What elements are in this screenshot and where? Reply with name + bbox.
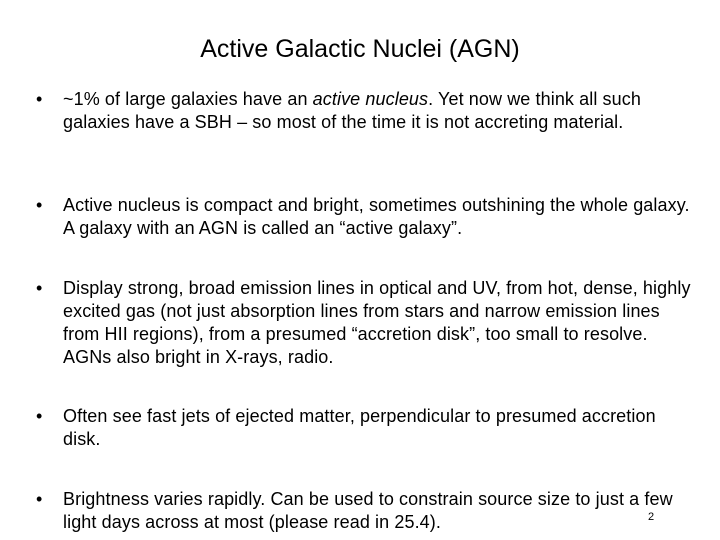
bullet-text-1-end: . Yet now we think all such galaxies have a SBH – so most of the time it is not accreting material. (63, 89, 641, 132)
bullet-item-3 (36, 277, 696, 369)
bullet-item-4 (36, 405, 696, 451)
bullet-text-4: Often see fast jets of ejected matter, perpendicular to presumed accretion disk. (63, 406, 656, 449)
bullet-text-1-emphasis: active nucleus (312, 89, 429, 109)
bullet-item-2 (36, 194, 696, 240)
bullet-text-3: Display strong, broad emission lines in optical and UV, from hot, dense, highly excited gas (not just absorption lines from stars and narrow emission lines from HII regions), from a presumed “accretion disk”, too small to resolve. AGNs also bright in X-rays, radio. (63, 278, 691, 367)
bullet-list (36, 88, 696, 532)
bullet-marker: • (36, 278, 43, 298)
page-number: 2 (648, 511, 655, 523)
bullet-text-2: Active nucleus is compact and bright, sometimes outshining the whole galaxy. A galaxy with an AGN is called an “active galaxy”. (63, 195, 690, 238)
bullet-text-1-start: ~1% of large galaxies have an (63, 89, 313, 109)
slide-title: Active Galactic Nuclei (AGN) (200, 35, 520, 63)
bullet-marker: • (36, 195, 43, 215)
bullet-item-5 (36, 488, 696, 534)
bullet-marker: • (36, 406, 43, 426)
bullet-item-1 (36, 88, 696, 134)
bullet-text-5: Brightness varies rapidly. Can be used to constrain source size to just a few light days across at most (please read in 25.4). (63, 489, 673, 532)
bullet-marker: • (36, 89, 43, 109)
bullet-marker: • (36, 489, 43, 509)
